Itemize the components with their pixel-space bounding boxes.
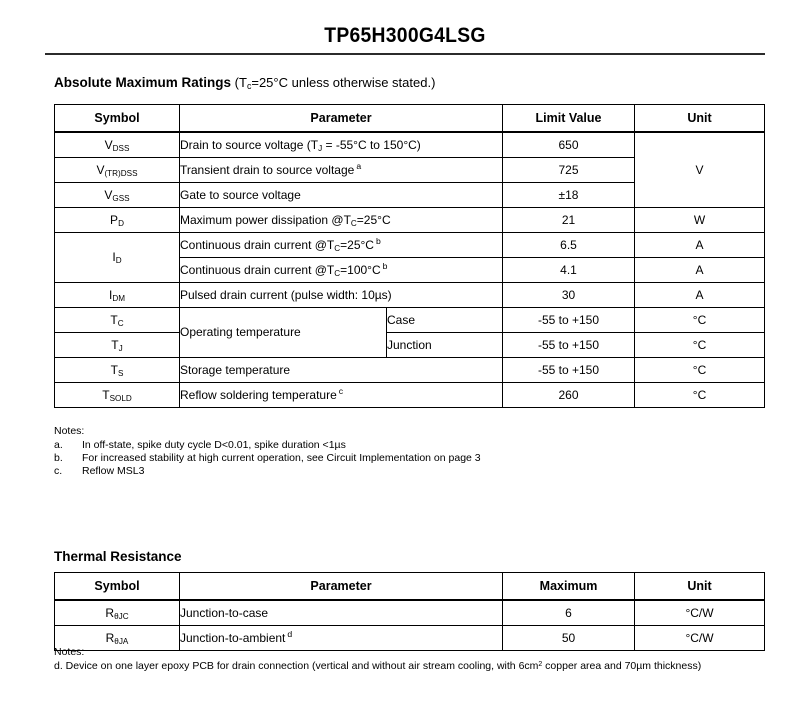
- note-text: For increased stability at high current operation, see Circuit Implementation on page 3: [82, 452, 481, 464]
- symbol-base: T: [110, 362, 118, 377]
- cell-unit: A: [635, 282, 765, 307]
- cell-parameter: [180, 157, 503, 182]
- parameter-subscript: C: [350, 218, 357, 228]
- note-key: c.: [54, 465, 63, 477]
- cell-unit: °C: [635, 307, 765, 332]
- table-row: [55, 232, 765, 257]
- cell-symbol: [55, 282, 180, 307]
- symbol-subscript: DSS: [112, 144, 130, 154]
- symbol-subscript: (TR)DSS: [104, 168, 138, 178]
- amr-heading-cond-sub: c: [246, 81, 252, 92]
- note-item: [54, 452, 481, 465]
- parameter-subscript: C: [334, 243, 341, 253]
- cell-limit-value: -55 to +150: [503, 332, 635, 357]
- symbol-subscript: θJA: [114, 636, 129, 646]
- cell-sub-parameter: Case: [387, 307, 503, 332]
- cell-symbol: [55, 157, 180, 182]
- absolute-maximum-ratings-table: [54, 104, 765, 408]
- parameter-suffix: =100°C: [340, 262, 381, 277]
- absolute-maximum-ratings-notes: [54, 425, 481, 478]
- table-row: [55, 307, 765, 332]
- table-row: [55, 282, 765, 307]
- cell-limit-value: 30: [503, 282, 635, 307]
- symbol-subscript: J: [118, 343, 123, 353]
- cell-limit-value: 260: [503, 382, 635, 407]
- symbol-base: R: [105, 605, 115, 620]
- cell-symbol: [55, 182, 180, 207]
- amr-heading-cond-prefix: (T: [234, 75, 247, 90]
- cell-parameter: Junction-to-case: [180, 600, 503, 625]
- column-header-parameter: Parameter: [180, 573, 503, 601]
- symbol-subscript: SOLD: [109, 393, 132, 403]
- note-text: Reflow MSL3: [82, 465, 145, 477]
- symbol-subscript: D: [115, 256, 122, 266]
- parameter-prefix: Drain to source voltage (T: [180, 137, 319, 152]
- symbol-base: R: [105, 630, 115, 645]
- cell-limit-value: -55 to +150: [503, 357, 635, 382]
- symbol-subscript: D: [118, 218, 124, 228]
- note-text-prefix: d. Device on one layer epoxy PCB for drain connection (vertical and without air stream cooling, with 6cm: [54, 660, 539, 672]
- cell-parameter: [180, 382, 503, 407]
- cell-parameter: Operating temperature: [180, 307, 387, 357]
- parameter-suffix: = -55°C to 150°C): [322, 137, 421, 152]
- symbol-base: T: [111, 337, 119, 352]
- parameter-subscript: J: [318, 144, 323, 154]
- cell-symbol: [55, 132, 180, 157]
- cell-sub-parameter: Junction: [387, 332, 503, 357]
- footnote-marker: a: [356, 160, 362, 171]
- thermal-resistance-table: [54, 572, 765, 651]
- cell-unit: °C: [635, 357, 765, 382]
- table-header-row: [55, 573, 765, 601]
- cell-parameter: [180, 257, 503, 282]
- note-superscript: 2: [538, 660, 543, 668]
- symbol-base: T: [110, 312, 118, 327]
- page-title: TP65H300G4LSG: [324, 24, 486, 47]
- cell-symbol: [55, 600, 180, 625]
- symbol-base: P: [110, 212, 119, 227]
- cell-parameter: [180, 232, 503, 257]
- footnote-marker: b: [382, 260, 388, 271]
- symbol-subscript: θJC: [114, 612, 129, 622]
- symbol-subscript: C: [117, 318, 124, 328]
- cell-parameter: Pulsed drain current (pulse width: 10µs): [180, 282, 503, 307]
- note-item: [54, 660, 701, 674]
- amr-heading-text: Absolute Maximum Ratings: [54, 75, 232, 90]
- cell-unit: °C/W: [635, 600, 765, 625]
- notes-title: Notes:: [54, 425, 85, 437]
- cell-unit: W: [635, 207, 765, 232]
- parameter-prefix: Reflow soldering temperature: [180, 387, 337, 402]
- cell-unit: °C/W: [635, 625, 765, 650]
- thermal-resistance-heading: Thermal Resistance: [54, 549, 182, 564]
- column-header-limit-value: Limit Value: [503, 105, 635, 133]
- thermal-resistance-notes: [54, 646, 701, 674]
- column-header-symbol: Symbol: [55, 105, 180, 133]
- footnote-marker: c: [338, 385, 344, 396]
- cell-unit: °C: [635, 332, 765, 357]
- column-header-symbol: Symbol: [55, 573, 180, 601]
- cell-symbol: [55, 332, 180, 357]
- cell-limit-value: 725: [503, 157, 635, 182]
- cell-symbol: [55, 307, 180, 332]
- cell-unit: A: [635, 232, 765, 257]
- symbol-subscript: DM: [112, 293, 126, 303]
- parameter-suffix: =25°C: [356, 212, 391, 227]
- cell-unit: A: [635, 257, 765, 282]
- cell-limit-value: 6.5: [503, 232, 635, 257]
- symbol-subscript: S: [117, 368, 124, 378]
- footnote-marker: d: [287, 628, 293, 639]
- table-header-row: [55, 105, 765, 133]
- symbol-base: I: [112, 250, 116, 264]
- symbol-base: T: [102, 387, 110, 402]
- parameter-prefix: Continuous drain current @T: [180, 262, 335, 277]
- cell-symbol: [55, 382, 180, 407]
- symbol-base: V: [96, 162, 105, 177]
- cell-limit-value: ±18: [503, 182, 635, 207]
- parameter-subscript: C: [334, 268, 341, 278]
- table-row: [55, 332, 765, 357]
- amr-heading-cond-suffix: =25°C unless otherwise stated.): [251, 75, 436, 90]
- cell-unit: V: [635, 132, 765, 207]
- table-row: [55, 207, 765, 232]
- column-header-unit: Unit: [635, 105, 765, 133]
- cell-limit-value: 4.1: [503, 257, 635, 282]
- symbol-base: V: [104, 137, 113, 152]
- cell-parameter: Storage temperature: [180, 357, 503, 382]
- cell-parameter: [180, 207, 503, 232]
- table-row: [55, 382, 765, 407]
- parameter-text: Junction-to-ambient: [180, 630, 286, 645]
- table-row: [55, 132, 765, 157]
- note-text-suffix: copper area and 70µm thickness): [542, 660, 702, 672]
- cell-unit: °C: [635, 382, 765, 407]
- symbol-base: V: [104, 187, 113, 202]
- note-key: b.: [54, 452, 63, 464]
- parameter-prefix: Continuous drain current @T: [180, 237, 335, 252]
- title-divider: [45, 53, 765, 55]
- column-header-unit: Unit: [635, 573, 765, 601]
- note-key: a.: [54, 439, 63, 451]
- absolute-maximum-ratings-heading: [54, 75, 435, 90]
- symbol-base: I: [108, 287, 113, 302]
- table-row: [55, 357, 765, 382]
- cell-parameter: Gate to source voltage: [180, 182, 503, 207]
- cell-limit-value: -55 to +150: [503, 307, 635, 332]
- table-row: [55, 600, 765, 625]
- parameter-suffix: =25°C: [340, 237, 374, 252]
- parameter-prefix: Transient drain to source voltage: [180, 162, 355, 177]
- cell-symbol: [55, 357, 180, 382]
- footnote-marker: b: [375, 235, 381, 246]
- note-item: [54, 465, 481, 478]
- cell-limit-value: 21: [503, 207, 635, 232]
- notes-title: Notes:: [54, 646, 85, 658]
- cell-parameter: [180, 132, 503, 157]
- cell-maximum: 50: [503, 625, 635, 650]
- column-header-parameter: Parameter: [180, 105, 503, 133]
- cell-maximum: 6: [503, 600, 635, 625]
- note-text: In off-state, spike duty cycle D<0.01, spike duration <1µs: [82, 439, 346, 451]
- cell-symbol: [55, 207, 180, 232]
- note-item: [54, 439, 481, 452]
- column-header-maximum: Maximum: [503, 573, 635, 601]
- symbol-subscript: GSS: [112, 193, 130, 203]
- cell-symbol: [55, 232, 180, 282]
- parameter-prefix: Maximum power dissipation @T: [180, 212, 351, 227]
- cell-limit-value: 650: [503, 132, 635, 157]
